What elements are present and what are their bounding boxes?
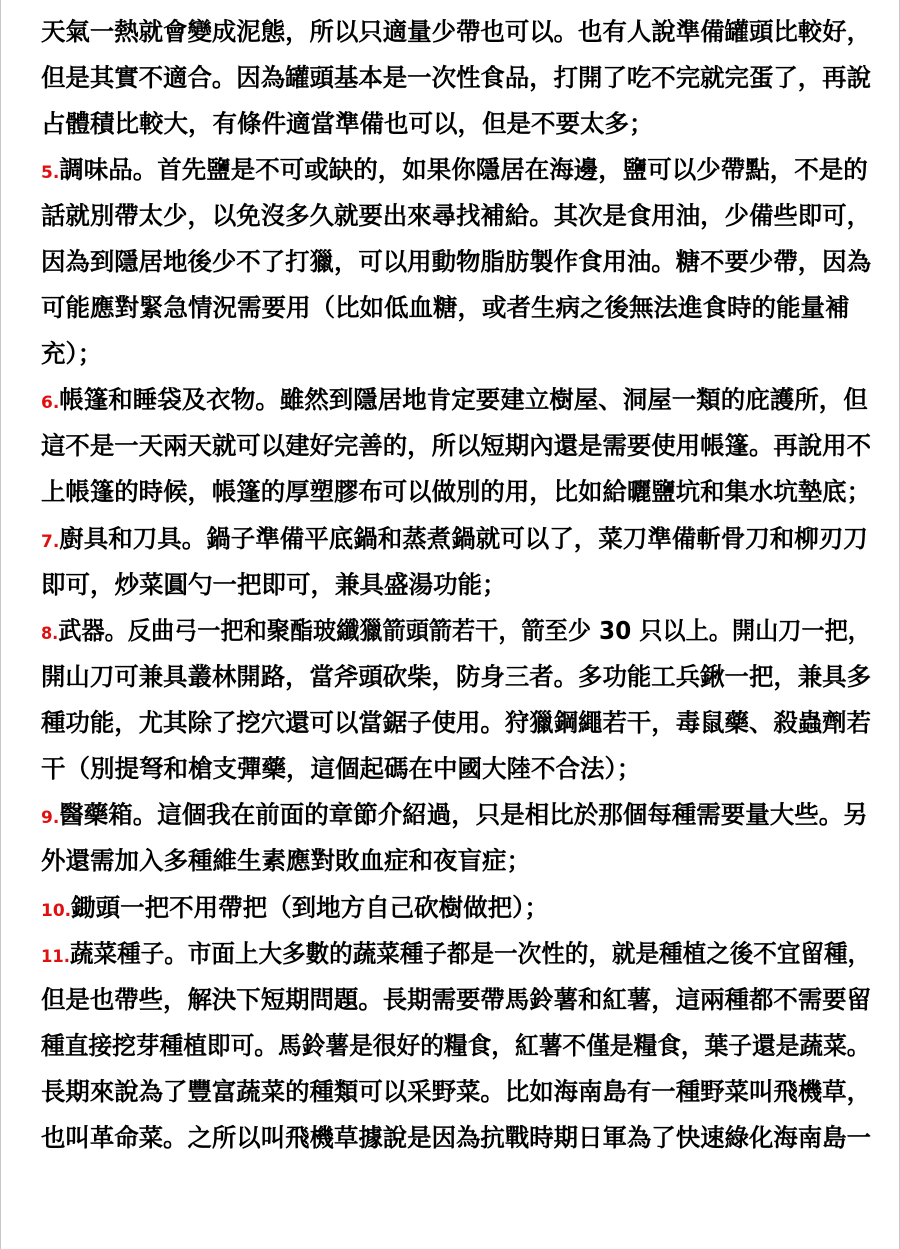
list-item-number: 7. [41, 532, 60, 552]
line-text: 占體積比較大，有條件適當準備也可以，但是不要太多； [41, 109, 654, 138]
text-line [41, 795, 868, 835]
text-line [41, 565, 507, 605]
text-line [41, 242, 871, 282]
text-line [41, 104, 654, 144]
text-line [41, 1118, 871, 1158]
line-text: 可能應對緊急情況需要用（比如低血糖，或者生病之後無法進食時的能量補 [41, 293, 850, 322]
line-text: 干（別提弩和槍支彈藥，這個起碼在中國大陸不合法）； [41, 754, 642, 783]
line-text: 因為到隱居地後少不了打獵，可以用動物脂肪製作食用油。糖不要少帶，因為 [41, 247, 871, 276]
text-line [41, 1072, 871, 1112]
text-line [41, 888, 549, 928]
page-border-left [0, 0, 1, 1249]
text-line [41, 334, 102, 374]
text-line [41, 980, 871, 1020]
text-line [41, 657, 871, 697]
text-line [41, 611, 871, 651]
list-item-number: 8. [41, 624, 59, 644]
list-item-number: 5. [41, 163, 60, 183]
line-text: 上帳篷的時候，帳篷的厚塑膠布可以做別的用，比如給曬鹽坑和集水坑墊底； [41, 477, 871, 506]
line-text: 話就別帶太少，以免沒多久就要出來尋找補給。其次是食用油，少備些即可， [41, 201, 871, 230]
list-item-number: 9. [41, 808, 60, 828]
line-text: 外還需加入多種維生素應對敗血症和夜盲症； [41, 846, 531, 875]
text-line [41, 12, 871, 52]
text-line [41, 841, 531, 881]
list-item-number: 6. [41, 393, 60, 413]
text-line [41, 749, 641, 789]
text-line [41, 934, 871, 974]
text-line [41, 58, 871, 98]
line-text: 種直接挖芽種植即可。馬鈴薯是很好的糧食，紅薯不僅是糧食，葉子還是蔬菜。 [41, 1031, 871, 1060]
list-item-number: 11. [41, 947, 70, 967]
text-line [41, 288, 850, 328]
line-text: 醫藥箱。這個我在前面的章節介紹過，只是相比於那個每種需要量大些。另 [59, 800, 868, 829]
line-text: 調味品。首先鹽是不可或缺的，如果你隱居在海邊，鹽可以少帶點，不是的 [59, 155, 868, 184]
line-text: 武器。反曲弓一把和聚酯玻纖獵箭頭箭若干，箭至少 30 只以上。開山刀一把， [58, 616, 871, 645]
line-text: 但是也帶些，解決下短期問題。長期需要帶馬鈴薯和紅薯，這兩種都不需要留 [41, 985, 871, 1014]
line-text: 充）； [41, 339, 103, 368]
text-line [41, 196, 871, 236]
text-line [41, 426, 871, 466]
line-text: 也叫革命菜。之所以叫飛機草據說是因為抗戰時期日軍為了快速綠化海南島一 [41, 1123, 871, 1152]
line-text: 長期來說為了豐富蔬菜的種類可以采野菜。比如海南島有一種野菜叫飛機草， [41, 1077, 871, 1106]
line-text: 即可，炒菜圓勺一把即可，兼具盛湯功能； [41, 570, 507, 599]
text-line [41, 472, 871, 512]
line-text: 種功能，尤其除了挖穴還可以當鋸子使用。狩獵鋼繩若干，毒鼠藥、殺蟲劑若 [41, 708, 871, 737]
line-text: 這不是一天兩天就可以建好完善的，所以短期內還是需要使用帳篷。再說用不 [41, 431, 871, 460]
line-text: 廚具和刀具。鍋子準備平底鍋和蒸煮鍋就可以了，菜刀準備斬骨刀和柳刃刀 [59, 524, 868, 553]
text-line [41, 150, 868, 190]
text-line [41, 703, 871, 743]
line-text: 帳篷和睡袋及衣物。雖然到隱居地肯定要建立樹屋、洞屋一類的庇護所，但 [59, 385, 868, 414]
text-line [41, 380, 868, 420]
text-line [41, 1026, 871, 1066]
line-text: 開山刀可兼具叢林開路，當斧頭砍柴，防身三者。多功能工兵鍬一把，兼具多 [41, 662, 871, 691]
line-text: 但是其實不適合。因為罐頭基本是一次性食品，打開了吃不完就完蛋了，再說 [41, 63, 871, 92]
text-line [41, 519, 868, 559]
line-text: 天氣一熱就會變成泥態，所以只適量少帶也可以。也有人說準備罐頭比較好， [41, 17, 871, 46]
list-item-number: 10. [41, 901, 72, 921]
line-text: 鋤頭一把不用帶把（到地方自己砍樹做把）； [71, 893, 549, 922]
line-text: 蔬菜種子。市面上大多數的蔬菜種子都是一次性的，就是種植之後不宜留種， [69, 939, 872, 968]
